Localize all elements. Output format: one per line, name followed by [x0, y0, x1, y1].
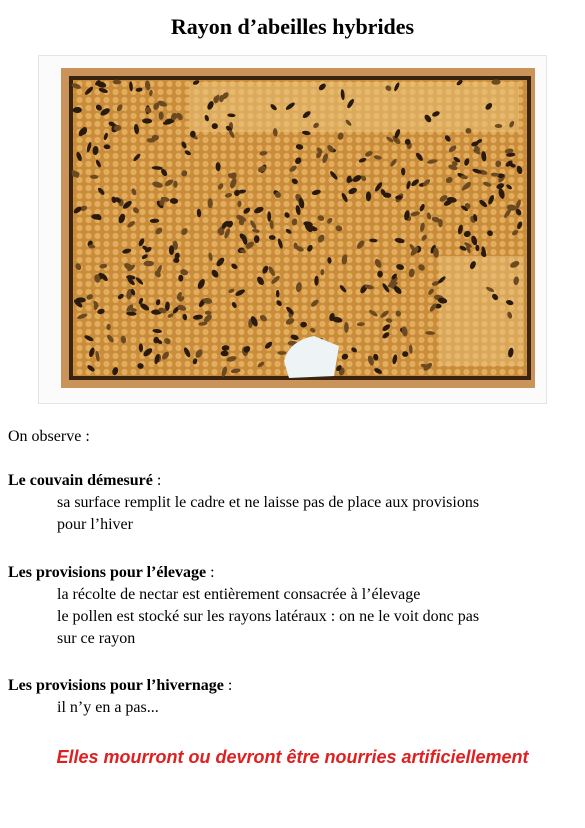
section-line: sur ce rayon [57, 630, 136, 647]
section-line: la récolte de nectar est entièrement consacrée à l’élevage [57, 586, 421, 603]
bee [366, 191, 371, 201]
section-elevage [8, 562, 578, 650]
section-heading: Les provisions pour l’élevage : [8, 564, 215, 581]
section-hivernage [8, 675, 578, 719]
intro-text: On observe : [8, 428, 90, 445]
bee [438, 219, 443, 228]
bee [344, 322, 349, 333]
section-line: pour l’hiver [57, 516, 133, 533]
section-heading: Les provisions pour l’hivernage : [8, 677, 233, 694]
section-heading: Le couvain démesuré : [8, 472, 162, 489]
honeycomb-frame-photo [38, 55, 547, 404]
bee [205, 311, 212, 315]
section-line: le pollen est stocké sur les rayons latéraux : on ne le voit donc pas [57, 608, 480, 625]
bee [144, 261, 154, 267]
section-line: il n’y en a pas... [57, 699, 159, 716]
bee [221, 351, 229, 357]
honeycomb-frame-illustration [39, 56, 546, 403]
page-title: Rayon d’abeilles hybrides [170, 14, 415, 39]
bee [254, 235, 260, 243]
section-couvain [8, 470, 578, 536]
conclusion-text: Elles mourront ou devront être nourries artificiellement [56, 747, 529, 767]
section-line: sa surface remplit le cadre et ne laisse pas de place aux provisions [57, 494, 480, 511]
bee [169, 245, 174, 255]
